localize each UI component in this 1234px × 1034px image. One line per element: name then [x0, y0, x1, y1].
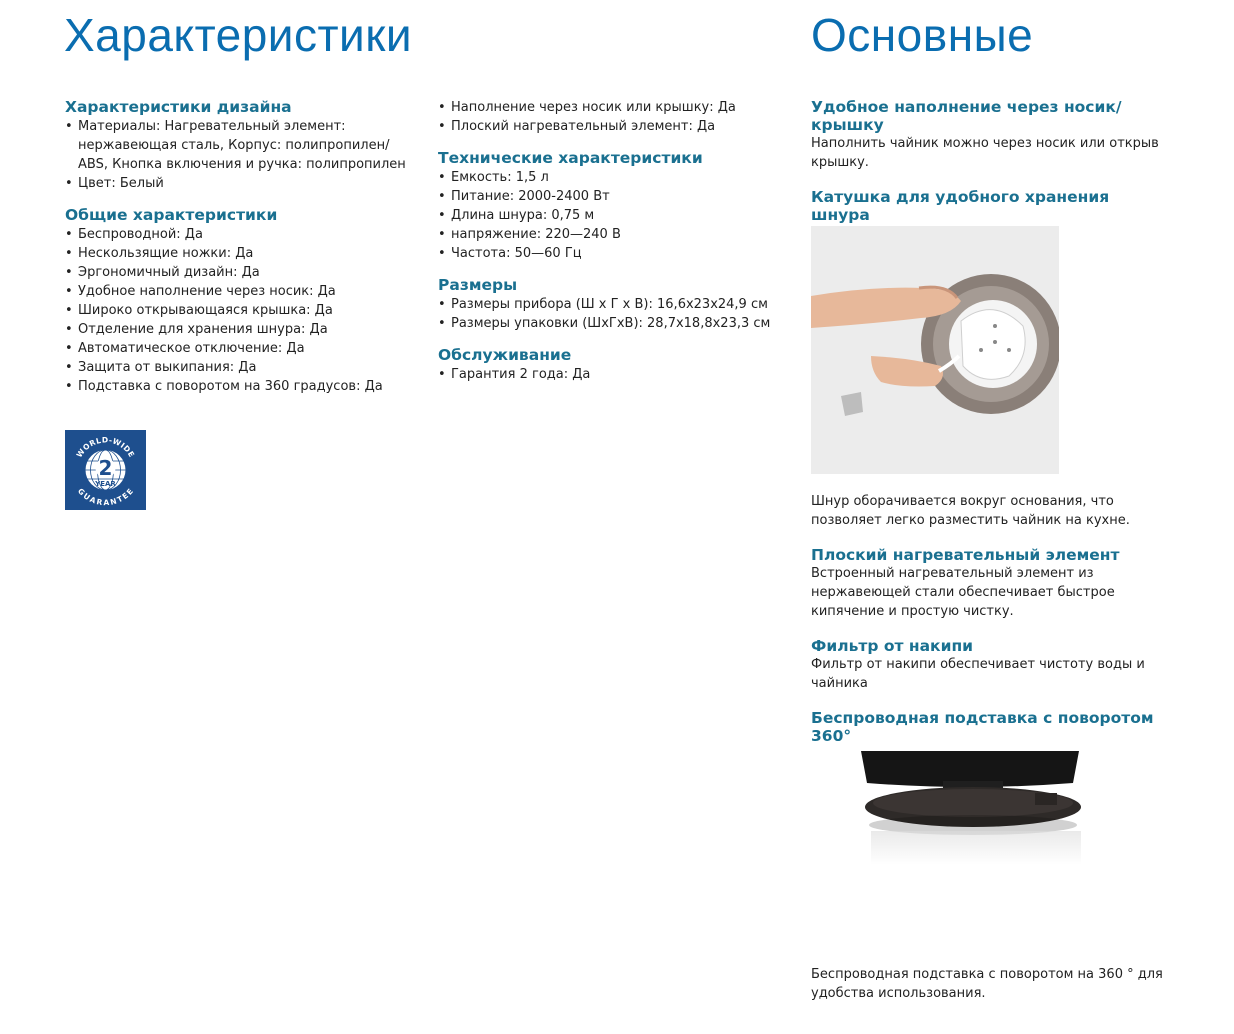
feature-flat-heating: [811, 546, 1171, 621]
spec-item: • Отделение для хранения шнура: Да: [65, 320, 425, 339]
spec-item: • Размеры прибора (Ш x Г x В): 16,6x23x24,9 см: [438, 295, 798, 314]
feature-text: Фильтр от накипи обеспечивает чистоту воды и чайника: [811, 657, 1145, 691]
spec-item: • Защита от выкипания: Да: [65, 358, 425, 377]
guarantee-badge: [65, 430, 146, 510]
page-title-main: Основные: [811, 9, 1034, 61]
spec-section-technical: [438, 149, 798, 263]
spec-item: • Наполнение через носик или крышку: Да: [438, 98, 798, 117]
badge-number: 2: [98, 456, 113, 480]
spec-list: [438, 168, 798, 263]
globe-icon: [65, 430, 146, 510]
spec-item: • Материалы: Нагревательный элемент:: [65, 117, 425, 136]
spec-item: • Гарантия 2 года: Да: [438, 365, 798, 384]
spec-item: • Питание: 2000-2400 Вт: [438, 187, 798, 206]
page-title-specs: Характеристики: [64, 9, 413, 61]
spec-item: • Нескользящие ножки: Да: [65, 244, 425, 263]
cord-base-illustration: [811, 226, 1059, 474]
spec-item: • Эргономичный дизайн: Да: [65, 263, 425, 282]
feature-heading: Плоский нагревательный элемент: [811, 546, 1120, 564]
spec-item-continuation: ABS, Кнопка включения и ручка: полипропилен: [78, 157, 406, 172]
spec-item: • Цвет: Белый: [65, 174, 425, 193]
spec-item: • Широко открывающаяся крышка: Да: [65, 301, 425, 320]
spec-item: • Автоматическое отключение: Да: [65, 339, 425, 358]
feature-cord-storage: [811, 188, 1171, 530]
spec-list: [438, 98, 798, 136]
feature-caption: Беспроводная подставка с поворотом на 360 ° для удобства использования.: [811, 967, 1163, 1001]
spec-heading: Характеристики дизайна: [65, 98, 292, 116]
feature-heading: Удобное наполнение через носик/ крышку: [811, 98, 1122, 134]
spec-item-continuation: нержавеющая сталь, Корпус: полипропилен/: [78, 138, 390, 153]
spec-item: • Частота: 50—60 Гц: [438, 244, 798, 263]
spec-item: • Беспроводной: Да: [65, 225, 425, 244]
feature-text: Встроенный нагревательный элемент из нержавеющей стали обеспечивает быстрое кипячение и простую чистку.: [811, 566, 1115, 619]
features-column: [811, 98, 1171, 1003]
spec-item: • напряжение: 220—240 В: [438, 225, 798, 244]
badge-top-text: WORLD-WIDE: [74, 435, 137, 460]
feature-360-base: [811, 709, 1171, 1003]
spec-item: • Плоский нагревательный элемент: Да: [438, 117, 798, 136]
feature-spout-fill: [811, 98, 1171, 172]
feature-heading: Катушка для удобного хранения шнура: [811, 188, 1110, 224]
spec-item: • Размеры упаковки (ШxГxВ): 28,7x18,8x23,3 см: [438, 314, 798, 333]
spec-heading: Технические характеристики: [438, 149, 703, 167]
spec-item: • Подставка с поворотом на 360 градусов: Да: [65, 377, 425, 396]
badge-unit: YEAR: [95, 480, 116, 488]
cord-storage-image: [811, 226, 1059, 474]
spec-heading: Размеры: [438, 276, 518, 294]
spec-section-service: [438, 346, 798, 384]
spec-list: [65, 117, 425, 193]
feature-caption: Шнур оборачивается вокруг основания, что позволяет легко разместить чайник на кухне.: [811, 494, 1130, 528]
feature-heading: Беспроводная подставка с поворотом 360°: [811, 709, 1154, 745]
spec-item: • Емкость: 1,5 л: [438, 168, 798, 187]
spec-list: [438, 365, 798, 384]
swivel-base-illustration: [811, 751, 1111, 951]
spec-heading: Обслуживание: [438, 346, 572, 364]
spec-item: • Длина шнура: 0,75 м: [438, 206, 798, 225]
spec-section-design: [65, 98, 425, 193]
spec-list: [65, 225, 425, 396]
feature-text: Наполнить чайник можно через носик или открыв крышку.: [811, 136, 1159, 170]
feature-scale-filter: [811, 637, 1171, 693]
spec-section-dimensions: [438, 276, 798, 333]
spec-section-general: [65, 206, 425, 396]
specs-column-2: [438, 98, 798, 397]
specs-column-1: [65, 98, 425, 409]
swivel-base-image: [811, 751, 1111, 951]
feature-heading: Фильтр от накипи: [811, 637, 974, 655]
spec-heading: Общие характеристики: [65, 206, 278, 224]
badge-bottom-text: GUARANTEE: [75, 486, 136, 508]
spec-list: [438, 295, 798, 333]
spec-section-continued: [438, 98, 798, 136]
spec-item: • Удобное наполнение через носик: Да: [65, 282, 425, 301]
